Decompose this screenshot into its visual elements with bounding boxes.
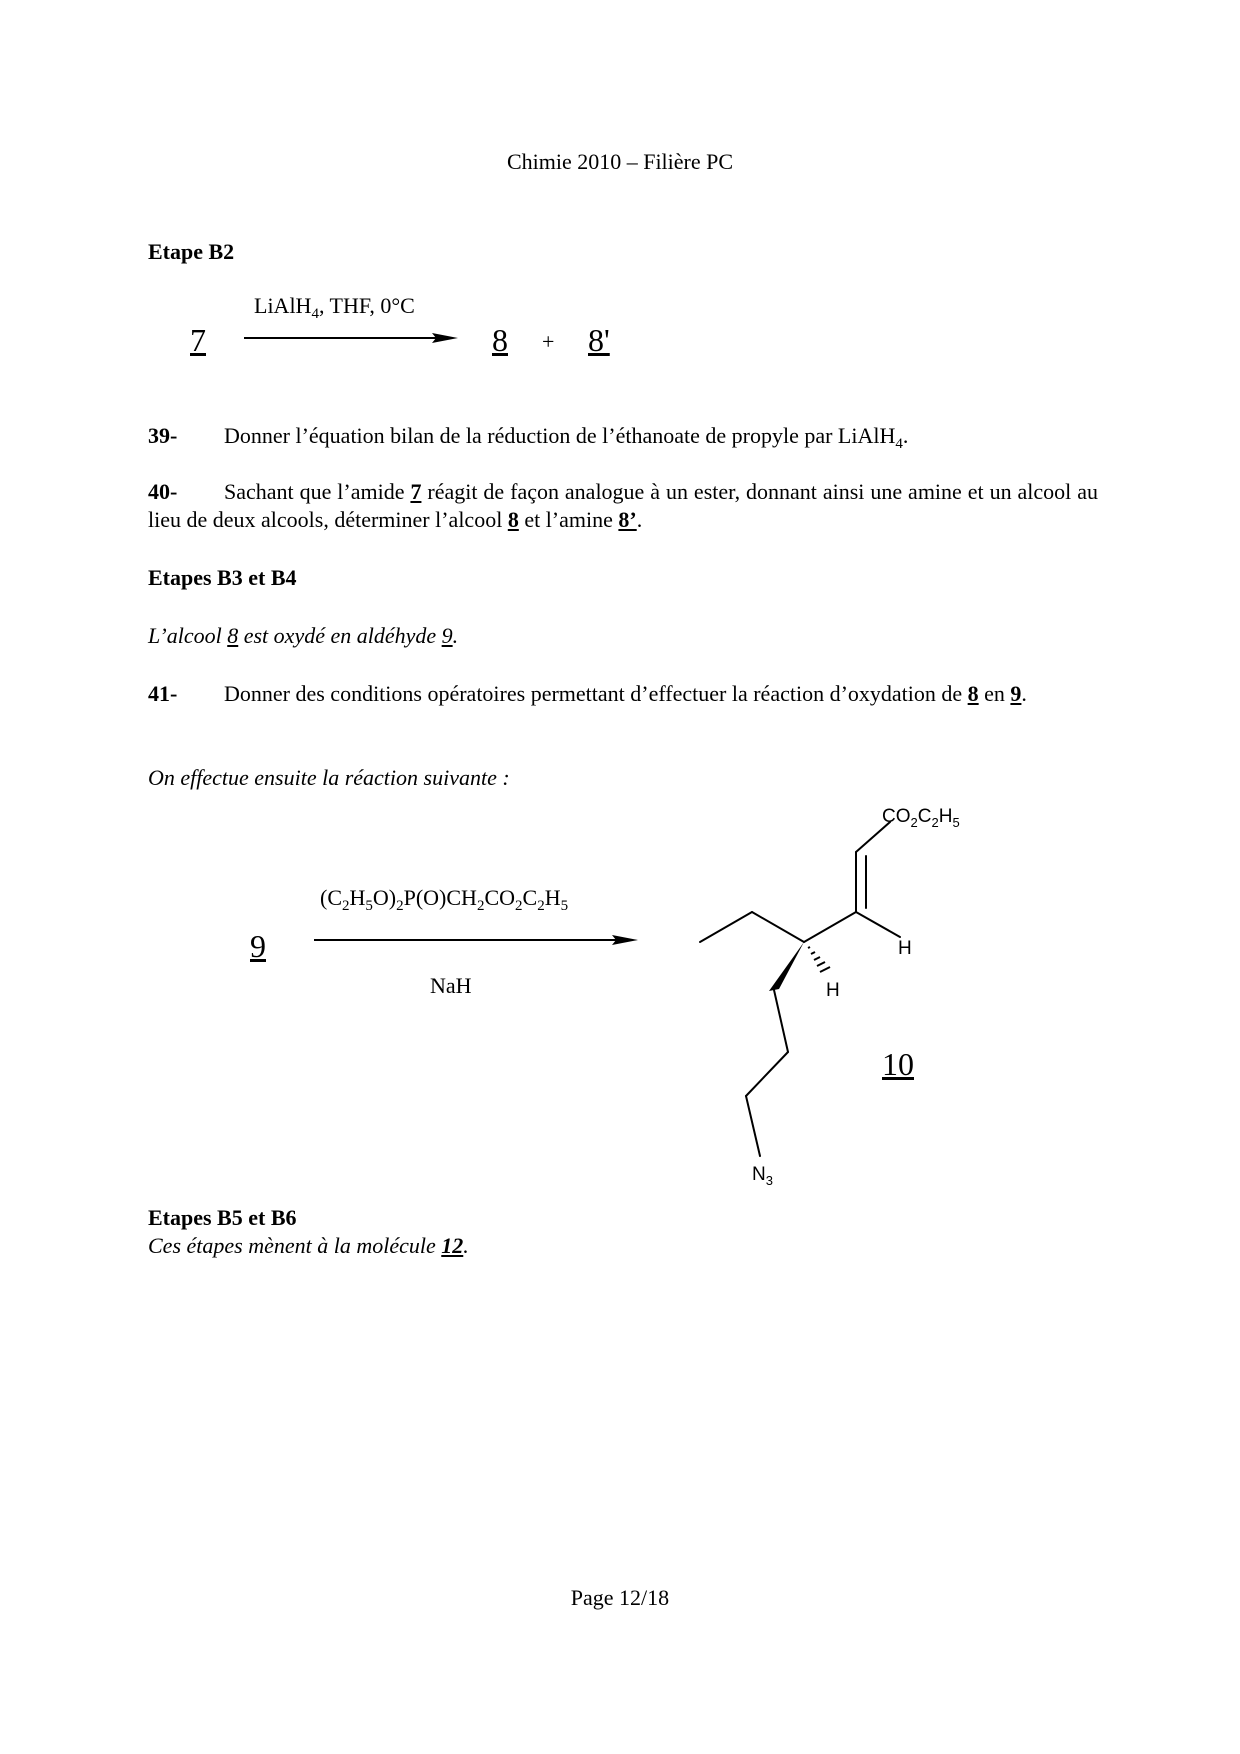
bond-vinyl-h (856, 912, 900, 937)
azide-label: $N_3$ (752, 1164, 773, 1188)
reactant-9: 9 (250, 928, 266, 964)
statement-oxidation: L’alcool 8 est oxydé en aldéhyde 9. (148, 623, 459, 648)
vinyl-h-label: H (898, 938, 912, 959)
question-41: 41- Donner des conditions opératoires permettant d’effectuer la réaction d’oxydation de 8 en 9. (148, 681, 1027, 706)
reagent-lialh4-conditions: LiAlH$_4$, THF, 0°C (254, 293, 415, 322)
hashed-bond (808, 947, 830, 972)
page-footer: Page 12/18 (570, 1585, 670, 1610)
reaction-arrow-b2 (242, 330, 462, 346)
bond-ethyl-1 (700, 912, 752, 942)
bond-stereo-vinyl (804, 912, 856, 942)
bond-ethyl-2 (752, 912, 804, 942)
product-8: 8 (492, 322, 508, 358)
reactant-7: 7 (190, 322, 206, 358)
heading-etapes-b3-b4: Etapes B3 et B4 (148, 565, 297, 590)
reagent-phosphonate: $(C_2H_5O)_2P(O)CH_2CO_2C_2H_5$ (320, 885, 569, 914)
product-8-prime: 8' (588, 322, 610, 358)
plus-sign: + (542, 329, 555, 354)
product-10-label: 10 (882, 1046, 914, 1082)
ester-group-label: $CO_2C_2H_5$ (882, 806, 960, 830)
reagent-nah: NaH (430, 973, 472, 998)
question-40: 40- Sachant que l’amide 7 réagit de façon analogue à un ester, donnant ainsi une amine et un alcool au lieu de deux alcools, déterminer l’alcool 8 et l’amine 8’. (148, 479, 1098, 532)
bond-chain-3 (746, 1096, 760, 1156)
molecule-10-structure (680, 790, 1020, 1190)
page-header: Chimie 2010 – Filière PC (506, 149, 734, 174)
heading-etape-b2: Etape B2 (148, 239, 235, 264)
bond-chain-2 (746, 1052, 788, 1096)
statement-b5-b6: Ces étapes mènent à la molécule 12. (148, 1233, 469, 1258)
bond-chain-1 (774, 990, 788, 1052)
intro-reaction-2: On effectue ensuite la réaction suivante : (148, 765, 510, 790)
reaction-arrow-2 (312, 932, 642, 948)
wedge-bond (769, 942, 804, 991)
question-39: 39- Donner l’équation bilan de la réduction de l’éthanoate de propyle par LiAlH$_4$. (148, 423, 909, 452)
heading-etapes-b5-b6: Etapes B5 et B6 (148, 1205, 297, 1230)
stereo-h-label: H (826, 980, 840, 1001)
